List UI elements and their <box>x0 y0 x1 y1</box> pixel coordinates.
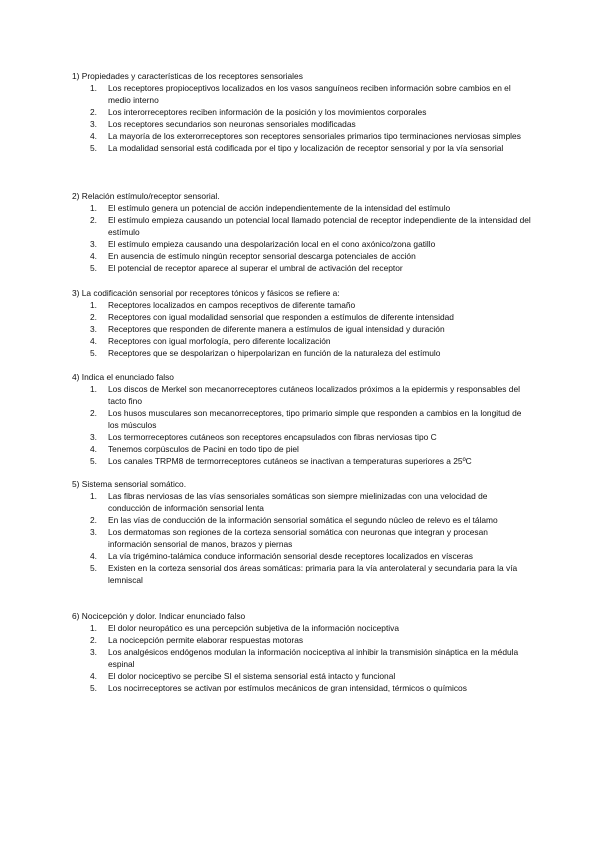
answer-text: Receptores con igual morfología, pero diferente localización <box>108 336 331 346</box>
question-title: 4) Indica el enunciado falso <box>72 372 174 382</box>
answer-text: Las fibras nerviosas de las vías sensoriales somáticas son siempre mielinizadas con una velocidad de conducción de información sensorial lenta <box>108 491 488 513</box>
answer-item <box>72 118 532 130</box>
answer-number: 5. <box>90 563 97 573</box>
answer-item <box>72 335 532 347</box>
answer-text: Los receptores propioceptivos localizados en los vasos sanguíneos reciben información sobre cambios en el medio interno <box>108 83 511 105</box>
answer-item <box>72 262 532 274</box>
answer-item <box>72 383 532 407</box>
answer-number: 4. <box>90 671 97 681</box>
answer-item <box>72 250 532 262</box>
question-4 <box>72 371 532 467</box>
answer-item <box>72 514 532 526</box>
answer-number: 5. <box>90 143 97 153</box>
answer-item <box>72 347 532 359</box>
answer-number: 5. <box>90 348 97 358</box>
answer-number: 3. <box>90 647 97 657</box>
answer-item <box>72 682 532 694</box>
answer-number: 3. <box>90 527 97 537</box>
answer-text: Receptores con igual modalidad sensorial que responden a estímulos de diferente intensidad <box>108 312 454 322</box>
answer-number: 3. <box>90 239 97 249</box>
answer-item <box>72 238 532 250</box>
answer-item <box>72 299 532 311</box>
question-3 <box>72 287 532 359</box>
answer-text: El potencial de receptor aparece al superar el umbral de activación del receptor <box>108 263 403 273</box>
answer-text: Los termorreceptores cutáneos son receptores encapsulados con fibras nerviosas tipo C <box>108 432 437 442</box>
answer-number: 4. <box>90 336 97 346</box>
question-title: 1) Propiedades y características de los receptores sensoriales <box>72 71 303 81</box>
answer-item <box>72 431 532 443</box>
answer-item <box>72 130 532 142</box>
answer-text: Los interorreceptores reciben información de la posición y los movimientos corporales <box>108 107 427 117</box>
answer-list <box>72 202 532 274</box>
answer-text: El estímulo empieza causando una despolarización local en el cono axónico/zona gatillo <box>108 239 436 249</box>
answer-item <box>72 455 532 467</box>
answer-number: 1. <box>90 384 97 394</box>
answer-text: El estímulo empieza causando un potencial local llamado potencial de receptor independiente de la intensidad del estímulo <box>108 215 531 237</box>
question-5 <box>72 478 532 586</box>
answer-item <box>72 562 532 586</box>
answer-text: La nocicepción permite elaborar respuestas motoras <box>108 635 304 645</box>
answer-text: Tenemos corpúsculos de Pacini en todo tipo de piel <box>108 444 299 454</box>
answer-text: La modalidad sensorial está codificada por el tipo y localización de receptor sensorial y por la vía sensorial <box>108 143 504 153</box>
question-title: 5) Sistema sensorial somático. <box>72 479 187 489</box>
answer-text: Los dermatomas son regiones de la corteza sensorial somática con neuronas que integran y procesan información sensorial de manos, brazos y piernas <box>108 527 488 549</box>
answer-number: 2. <box>90 635 97 645</box>
answer-number: 4. <box>90 131 97 141</box>
answer-number: 1. <box>90 203 97 213</box>
answer-text: Receptores que se despolarizan o hiperpolarizan en función de la naturaleza del estímulo <box>108 348 441 358</box>
answer-text: En las vías de conducción de la información sensorial somática el segundo núcleo de relevo es el tálamo <box>108 515 498 525</box>
answer-text: Los analgésicos endógenos modulan la información nociceptiva al inhibir la transmisión sináptica en la médula espinal <box>108 647 519 669</box>
answer-item <box>72 443 532 455</box>
answer-number: 3. <box>90 432 97 442</box>
answer-item <box>72 214 532 238</box>
answer-list <box>72 622 532 694</box>
question-2 <box>72 190 532 274</box>
question-1 <box>72 70 532 154</box>
question-title: 6) Nocicepción y dolor. Indicar enunciado falso <box>72 611 246 621</box>
answer-item <box>72 142 532 154</box>
answer-text: El estímulo genera un potencial de acción independientemente de la intensidad del estímulo <box>108 203 451 213</box>
answer-number: 5. <box>90 263 97 273</box>
answer-number: 2. <box>90 408 97 418</box>
answer-item <box>72 550 532 562</box>
answer-text: En ausencia de estímulo ningún receptor sensorial descarga potenciales de acción <box>108 251 416 261</box>
answer-text: Receptores que responden de diferente manera a estímulos de igual intensidad y duración <box>108 324 445 334</box>
answer-item <box>72 106 532 118</box>
answer-text: El dolor neuropático es una percepción subjetiva de la información nociceptiva <box>108 623 399 633</box>
answer-number: 3. <box>90 119 97 129</box>
answer-item <box>72 202 532 214</box>
answer-number: 2. <box>90 312 97 322</box>
answer-list <box>72 490 532 586</box>
question-title: 3) La codificación sensorial por receptores tónicos y fásicos se refiere a: <box>72 288 340 298</box>
answer-number: 1. <box>90 300 97 310</box>
answer-list <box>72 383 532 467</box>
answer-number: 2. <box>90 515 97 525</box>
answer-text: Los canales TRPM8 de termorreceptores cutáneos se inactivan a temperaturas superiores a 25ºC <box>108 456 472 466</box>
question-6 <box>72 610 532 694</box>
answer-text: Los nocirreceptores se activan por estímulos mecánicos de gran intensidad, térmicos o químicos <box>108 683 467 693</box>
answer-text: Los receptores secundarios son neuronas sensoriales modificadas <box>108 119 356 129</box>
answer-text: El dolor nociceptivo se percibe SI el sistema sensorial está intacto y funcional <box>108 671 396 681</box>
answer-number: 1. <box>90 491 97 501</box>
answer-text: Existen en la corteza sensorial dos áreas somáticas: primaria para la vía anterolateral y secundaria para la vía lemniscal <box>108 563 518 585</box>
answer-item <box>72 634 532 646</box>
answer-number: 1. <box>90 83 97 93</box>
answer-item <box>72 311 532 323</box>
answer-number: 4. <box>90 444 97 454</box>
answer-item <box>72 490 532 514</box>
answer-item <box>72 646 532 670</box>
answer-number: 4. <box>90 551 97 561</box>
answer-item <box>72 82 532 106</box>
answer-number: 5. <box>90 683 97 693</box>
answer-number: 1. <box>90 623 97 633</box>
answer-number: 5. <box>90 456 97 466</box>
answer-number: 2. <box>90 215 97 225</box>
answer-item <box>72 526 532 550</box>
answer-list <box>72 82 532 154</box>
answer-text: Los discos de Merkel son mecanorreceptores cutáneos localizados próximos a la epidermis y responsables del tacto fino <box>108 384 520 406</box>
answer-text: Los husos musculares son mecanorreceptores, tipo primario simple que responden a cambios en la longitud de los músculos <box>108 408 522 430</box>
answer-item <box>72 407 532 431</box>
answer-item <box>72 323 532 335</box>
answer-text: La mayoría de los exterorreceptores son receptores sensoriales primarios tipo terminaciones nerviosas simples <box>108 131 521 141</box>
answer-number: 4. <box>90 251 97 261</box>
answer-item <box>72 622 532 634</box>
answer-text: Receptores localizados en campos receptivos de diferente tamaño <box>108 300 356 310</box>
answer-number: 3. <box>90 324 97 334</box>
answer-text: La vía trigémino-talámica conduce información sensorial desde receptores localizados en vísceras <box>108 551 473 561</box>
answer-list <box>72 299 532 359</box>
answer-item <box>72 670 532 682</box>
question-title: 2) Relación estímulo/receptor sensorial. <box>72 191 220 201</box>
answer-number: 2. <box>90 107 97 117</box>
